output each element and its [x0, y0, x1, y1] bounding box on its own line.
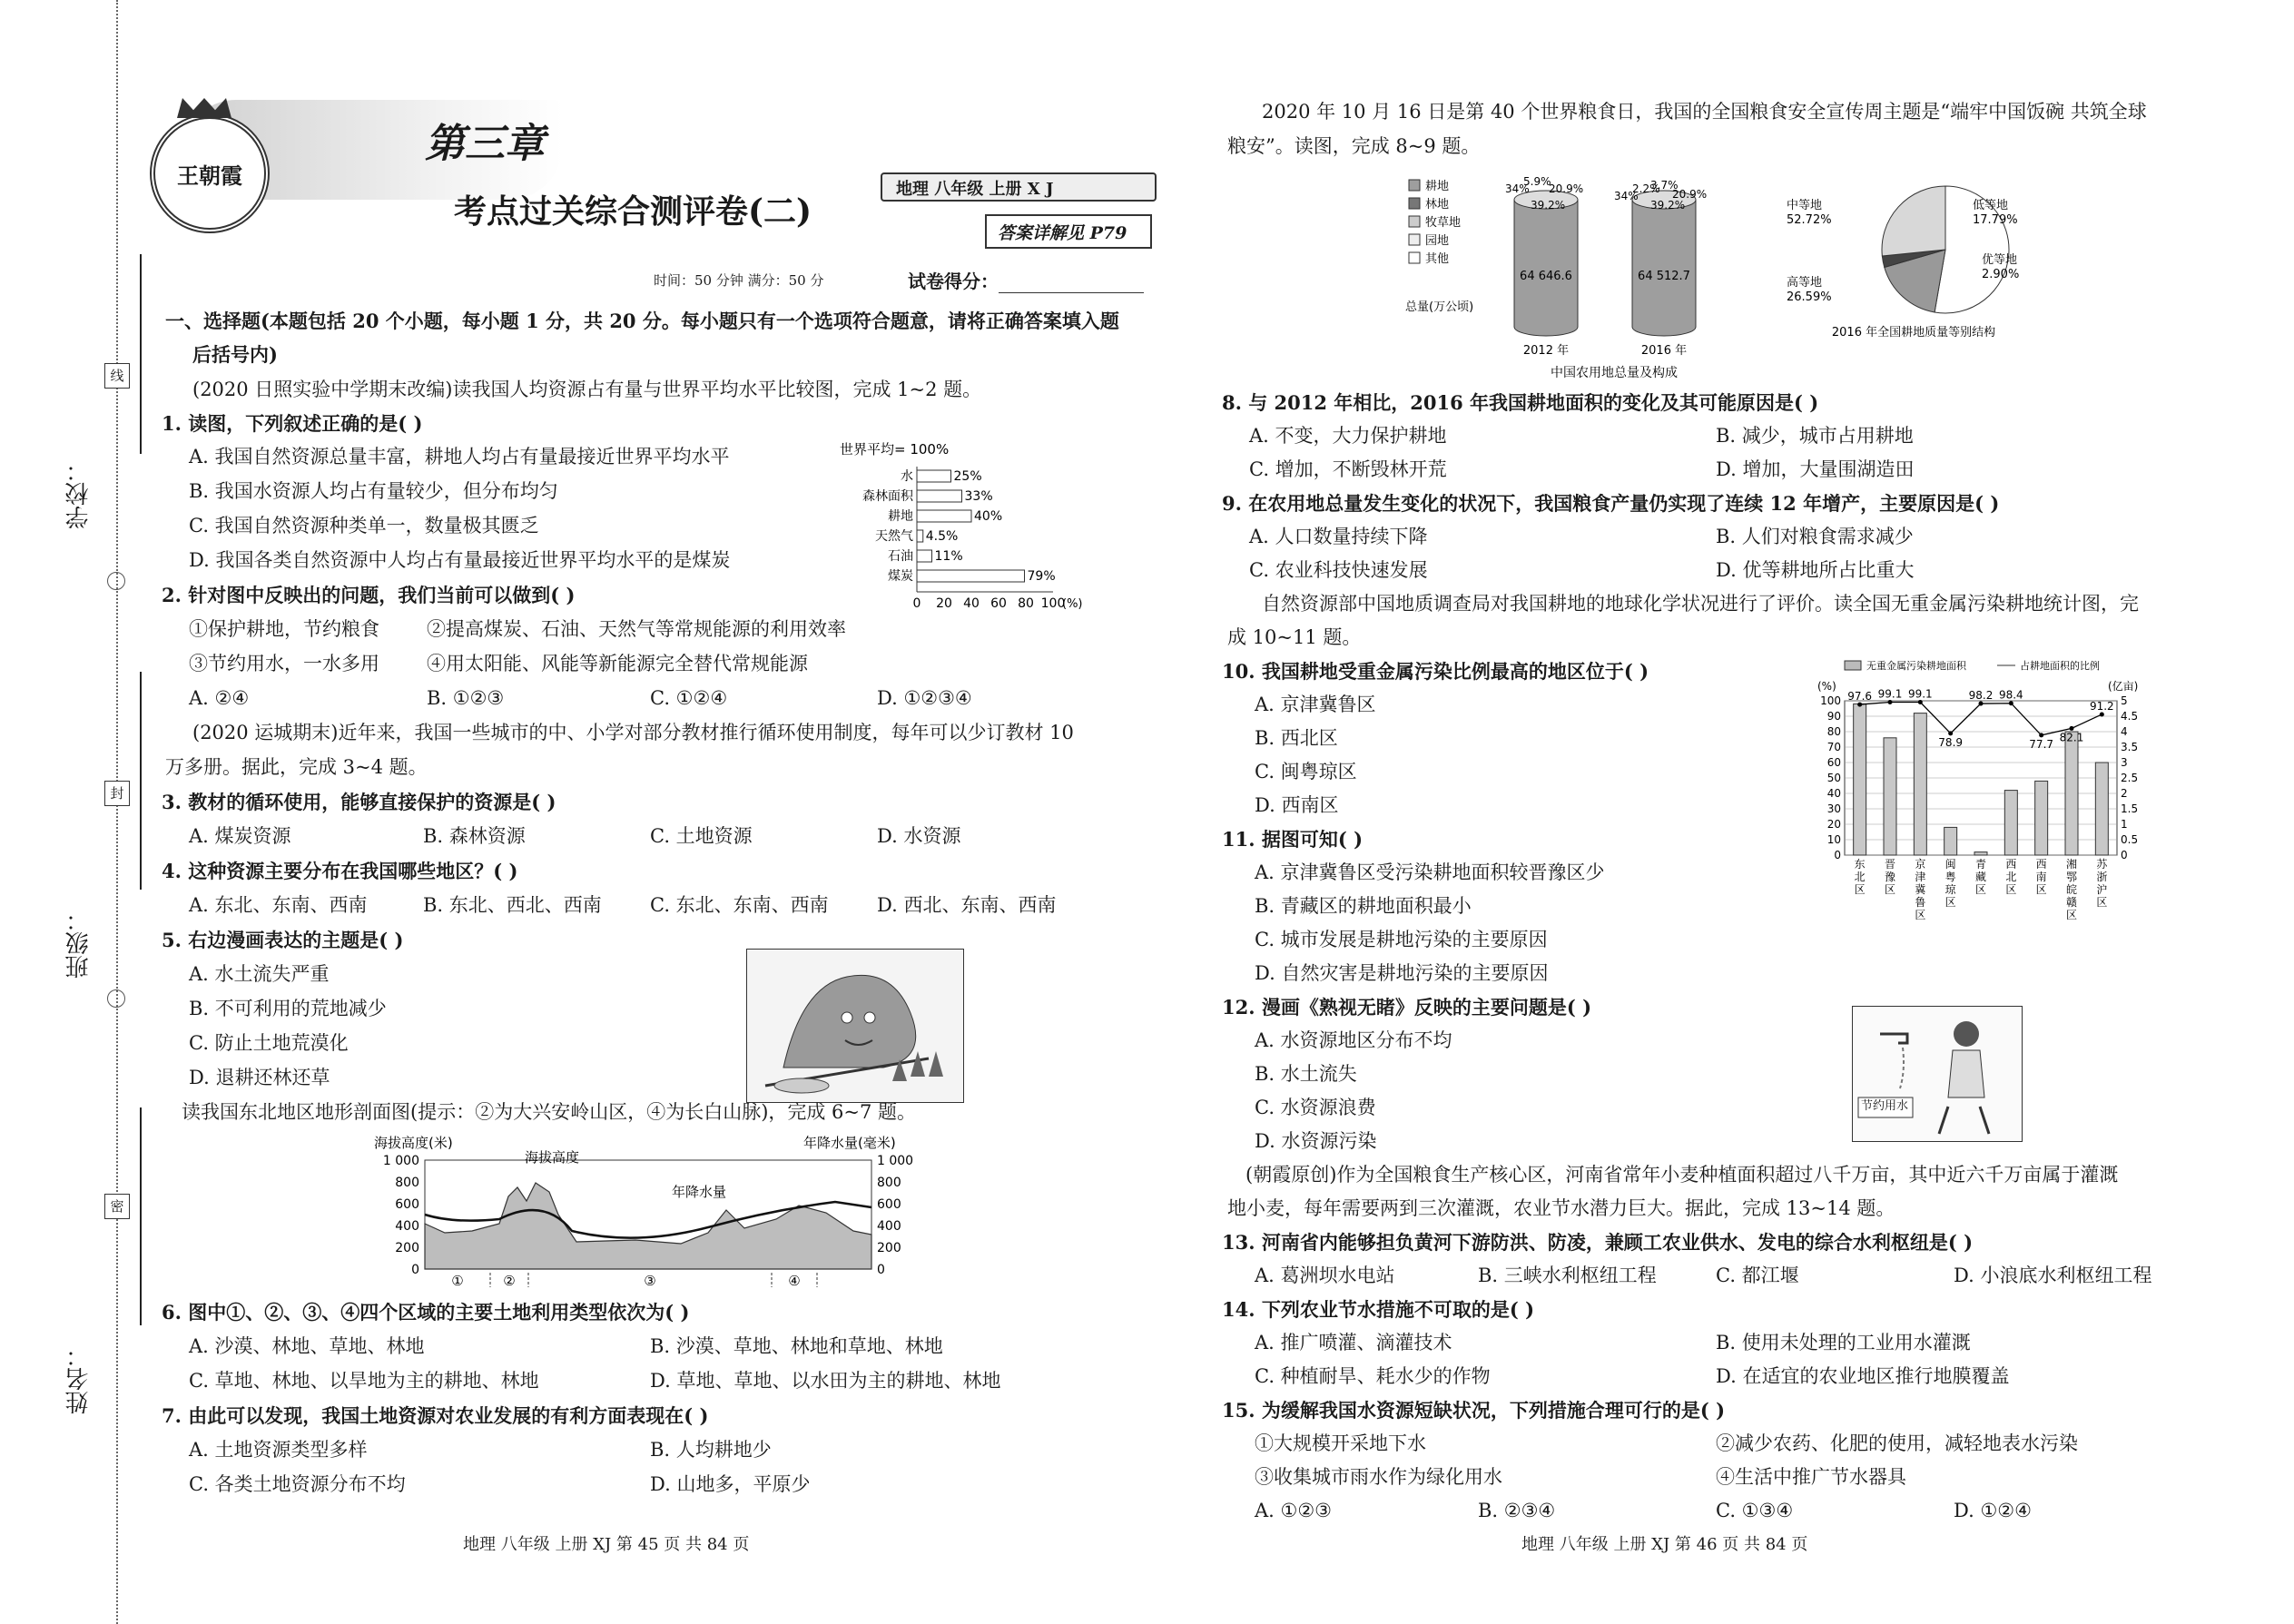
- chart1-bar: [917, 490, 962, 502]
- chart5-bar: [2035, 781, 2048, 855]
- q3-option-c[interactable]: C. 土地资源: [650, 825, 753, 847]
- binding-hole-2: [107, 989, 125, 1008]
- chart5-category-label: 西北区: [2005, 858, 2017, 896]
- q12-option-c[interactable]: C. 水资源浪费: [1255, 1097, 1376, 1118]
- chart5-left-tick: 10: [1826, 833, 1841, 846]
- q4-option-b[interactable]: B. 东北、西北、西南: [423, 894, 602, 916]
- question-14: 14. 下列农业节水措施不可取的是( ): [1222, 1298, 1535, 1321]
- q2-option-d[interactable]: D. ①②③④: [877, 687, 972, 709]
- chart5-line-label: 77.7: [2029, 737, 2054, 751]
- chart1-title: 世界平均= 100%: [840, 441, 950, 458]
- chart3-legend-swatch: [1409, 198, 1420, 209]
- q6-option-a[interactable]: A. 沙漠、林地、草地、林地: [189, 1335, 425, 1357]
- chart3-legend-swatch: [1409, 216, 1420, 227]
- chart5-right-tick: 5: [2121, 694, 2128, 707]
- name-field[interactable]: [140, 1107, 142, 1325]
- seal-mark-line: 线: [104, 363, 130, 389]
- chart5-right-tick: 0: [2121, 849, 2128, 861]
- chart3-cylinder: [1632, 200, 1696, 336]
- crown-icon: [177, 98, 231, 118]
- chart5-line-label: 91.2: [2089, 699, 2114, 713]
- chart1-bar: [917, 550, 932, 562]
- chart5-left-unit: (%): [1817, 680, 1836, 693]
- q4-option-a[interactable]: A. 东北、东南、西南: [189, 894, 368, 916]
- chart2-elevation-profile: [425, 1183, 871, 1269]
- q10-option-a[interactable]: A. 京津冀鲁区: [1255, 694, 1376, 715]
- chart5-right-tick: 4.5: [2121, 710, 2139, 723]
- q6-option-d[interactable]: D. 草地、草地、以水田为主的耕地、林地: [650, 1370, 1001, 1392]
- q15-option-b[interactable]: B. ②③④: [1478, 1500, 1556, 1521]
- q13-option-a[interactable]: A. 葛洲坝水电站: [1255, 1265, 1395, 1286]
- subject-tag: [881, 172, 1157, 202]
- chart1-bar: [917, 470, 951, 482]
- q1-option-a[interactable]: A. 我国自然资源总量丰富，耕地人均占有量最接近世界平均水平: [189, 446, 730, 468]
- chart2-left-tick: 600: [395, 1197, 419, 1212]
- intro-q8-9-cont: 粮安”。读图，完成 8~9 题。: [1227, 135, 1481, 157]
- chart2-right-tick: 400: [877, 1219, 901, 1234]
- q14-option-c[interactable]: C. 种植耐旱、耗水少的作物: [1255, 1365, 1491, 1387]
- answer-ref-text: 答案详解见 P79: [998, 223, 1127, 243]
- chart1-value-label: 33%: [964, 489, 993, 504]
- chart1-bar: [917, 510, 971, 522]
- chart2-left-tick: 400: [395, 1219, 419, 1234]
- chart5-right-tick: 1.5: [2121, 802, 2139, 815]
- chart4-slice-label: 中等地: [1787, 199, 1823, 212]
- chart5-category-label: 青藏区: [1974, 858, 1987, 896]
- chart2-right-tick: 1 000: [877, 1154, 914, 1168]
- question-11: 11. 据图可知( ): [1222, 828, 1364, 851]
- q14-option-b[interactable]: B. 使用未处理的工业用水灌溉: [1716, 1332, 1971, 1353]
- logo-badge: [150, 113, 270, 233]
- chart3-total-label: 64 512.7: [1638, 270, 1690, 283]
- q14-option-d[interactable]: D. 在适宜的农业地区推行地膜覆盖: [1716, 1365, 2010, 1387]
- q9-option-a[interactable]: A. 人口数量持续下降: [1249, 526, 1428, 547]
- q8-option-c[interactable]: C. 增加，不断毁林开荒: [1249, 458, 1447, 480]
- section-title-cont: 后括号内): [192, 343, 278, 366]
- question-1: [162, 411, 422, 437]
- q2-statement-3: ③节约用水，一水多用: [189, 653, 379, 674]
- intro-q13-14-cont: 地小麦，每年需要两到三次灌溉，农业节水潜力巨大。据此，完成 13~14 题。: [1227, 1197, 1895, 1219]
- q2-statement-4: ④用太阳能、风能等新能源完全替代常规能源: [427, 653, 808, 674]
- q4-option-d[interactable]: D. 西北、东南、西南: [877, 894, 1057, 916]
- resource-bar-chart: [835, 436, 1108, 617]
- chart3-legend-swatch: [1409, 180, 1420, 191]
- chart1-category-label: 石油: [888, 549, 913, 564]
- chart2-elevation-label: 海拔高度: [525, 1149, 580, 1166]
- chart3-percent-label: 20.9%: [1549, 182, 1584, 195]
- question-10: 10. 我国耕地受重金属污染比例最高的地区位于( ): [1222, 660, 1649, 683]
- chart5-category-label: 晋豫区: [1884, 858, 1896, 896]
- subject-tag-text: 地理 八年级 上册 X J: [896, 180, 1054, 199]
- q15-statement-4: ④生活中推广节水器具: [1716, 1466, 1906, 1488]
- chart4-slice-value: 26.59%: [1787, 290, 1832, 304]
- chart5-category-label: 湘鄂皖赣区: [2065, 858, 2078, 921]
- chart5-bar: [1974, 852, 1987, 855]
- intro-q6-7: 读我国东北地区地形剖面图(提示：②为大兴安岭山区，④为长白山脉)，完成 6~7 题。: [182, 1101, 917, 1123]
- intro-q3-4: (2020 运城期末)近年来，我国一些城市的中、小学对部分教材推行循环使用制度，每年可以少订教材 10: [192, 722, 1074, 743]
- q11-option-a[interactable]: A. 京津冀鲁区受污染耕地面积较晋豫区少: [1255, 861, 1605, 883]
- q6-option-b[interactable]: B. 沙漠、草地、林地和草地、林地: [650, 1335, 943, 1357]
- chart5-legend-line-label: 占耕地面积的比例: [2020, 660, 2100, 672]
- chart5-right-tick: 4: [2121, 725, 2128, 738]
- chart5-bar: [1944, 827, 1957, 855]
- chart5-left-tick: 30: [1826, 802, 1841, 815]
- chart3-y-label: 总量(万公顷): [1405, 300, 1474, 314]
- chart4-slice-label: 优等地: [1982, 253, 2018, 267]
- chart5-bar: [1884, 738, 1896, 855]
- terrain-profile-chart: [363, 1133, 962, 1287]
- chart3-title: 中国农用地总量及构成: [1551, 366, 1678, 380]
- chart4-slice: [1882, 186, 1945, 256]
- chart2-region-label: ①: [451, 1273, 464, 1287]
- question-12: 12. 漫画《熟视无睹》反映的主要问题是( ): [1222, 996, 1592, 1019]
- chart3-legend-label: 耕地: [1425, 180, 1450, 193]
- q15-statement-3: ③收集城市雨水作为绿化用水: [1255, 1466, 1502, 1488]
- chart5-bar: [1854, 704, 1866, 855]
- intro-q13-14: (朝霞原创)作为全国粮食生产核心区，河南省常年小麦种植面积超过八千万亩，其中近六千万亩属于灌溉: [1245, 1164, 2119, 1186]
- pollution-free-farmland-chart: [1807, 655, 2188, 955]
- chart3-legend-swatch: [1409, 252, 1420, 263]
- q15-statement-1: ①大规模开采地下水: [1255, 1432, 1426, 1454]
- q11-option-c[interactable]: C. 城市发展是耕地污染的主要原因: [1255, 929, 1548, 950]
- chart2-region-label: ②: [503, 1273, 516, 1287]
- chart2-left-tick: 1 000: [382, 1154, 419, 1168]
- answer-ref-box: [985, 214, 1152, 249]
- chart2-right-tick: 600: [877, 1197, 901, 1212]
- question-7: 7. 由此可以发现，我国土地资源对农业发展的有利方面表现在( ): [162, 1404, 709, 1427]
- chart5-left-tick: 70: [1826, 741, 1841, 753]
- chart2-right-tick: 0: [877, 1263, 885, 1277]
- chart3-percent-label: 39.2%: [1650, 199, 1686, 212]
- chart3-percent-label: 34%: [1505, 182, 1530, 195]
- question-15: 15. 为缓解我国水资源短缺状况，下列措施合理可行的是( ): [1222, 1399, 1726, 1422]
- q1-option-b[interactable]: B. 我国水资源人均占有量较少，但分布均匀: [189, 480, 558, 502]
- chart5-left-tick: 20: [1826, 818, 1841, 831]
- q5-option-b[interactable]: B. 不可利用的荒地减少: [189, 998, 387, 1019]
- cartoon-water-waste-illustration: [1852, 1006, 2023, 1142]
- q5-option-d[interactable]: D. 退耕还林还草: [189, 1067, 330, 1088]
- chart1-category-label: 天然气: [875, 529, 913, 544]
- chart1-category-label: 水: [901, 469, 913, 484]
- chart1-category-label: 森林面积: [862, 489, 913, 504]
- chart2-right-tick: 200: [877, 1241, 901, 1255]
- chart3-year-label: 2016 年: [1640, 344, 1688, 358]
- chart5-line-label: 82.1: [2059, 731, 2084, 744]
- chart1-x-tick: 0: [912, 596, 921, 611]
- question-4: 4. 这种资源主要分布在我国哪些地区？( ): [162, 860, 518, 882]
- chart5-line-label: 97.6: [1847, 690, 1873, 704]
- q2-statement-1: ①保护耕地，节约粮食: [189, 618, 379, 640]
- chart1-x-tick: 80: [1018, 596, 1034, 611]
- chart5-legend-bar-swatch: [1845, 661, 1861, 670]
- chart5-left-tick: 90: [1826, 710, 1841, 723]
- chart5-left-tick: 80: [1826, 725, 1841, 738]
- q5-option-c[interactable]: C. 防止土地荒漠化: [189, 1032, 349, 1054]
- chart3-percent-label: 3.7%: [1650, 179, 1679, 192]
- chart5-legend-bar-label: 无重金属污染耕地面积: [1866, 660, 1966, 672]
- chart5-left-tick: 60: [1826, 756, 1841, 769]
- farmland-quality-pie: [1787, 172, 2041, 345]
- section-title: 一、选择题(本题包括 20 个小题，每小题 1 分，共 20 分。每小题只有一个选项符合题意，请将正确答案填入题: [165, 310, 1119, 332]
- chart4-slice-label: 高等地: [1787, 276, 1823, 290]
- chart2-right-tick: 800: [877, 1176, 901, 1190]
- chart2-region-label: ③: [644, 1273, 656, 1287]
- chart5-category-label: 京津冀鲁区: [1915, 858, 1926, 921]
- chart5-category-label: 西南区: [2035, 858, 2047, 896]
- right-footer: 地理 八年级 上册 XJ 第 46 页 共 84 页: [1521, 1535, 1808, 1554]
- chart3-percent-label: 5.9%: [1523, 175, 1551, 188]
- chapter-title: 第三章: [425, 121, 545, 167]
- chart5-category-label: 苏浙沪区: [2096, 858, 2108, 909]
- chart4-slice-value: 2.90%: [1982, 268, 2020, 281]
- chart1-x-tick: 60: [990, 596, 1007, 611]
- q4-option-c[interactable]: C. 东北、东南、西南: [650, 894, 829, 916]
- intro-q3-4-cont: 万多册。据此，完成 3~4 题。: [165, 756, 428, 778]
- q7-option-d[interactable]: D. 山地多，平原少: [650, 1473, 811, 1495]
- q1-option-d[interactable]: D. 我国各类自然资源中人均占有量最接近世界平均水平的是煤炭: [189, 549, 731, 571]
- q3-option-d[interactable]: D. 水资源: [877, 825, 961, 847]
- chart2-right-axis-title: 年降水量(毫米): [803, 1135, 896, 1151]
- chart5-line-label: 99.1: [1877, 687, 1903, 701]
- chart5-bar: [2095, 763, 2108, 855]
- question-9: 9. 在农用地总量发生变化的状况下，我国粮食产量仍实现了连续 12 年增产，主要原因是( ): [1222, 492, 2000, 515]
- chart3-percent-label: 20.9%: [1672, 188, 1708, 201]
- chart3-legend-swatch: [1409, 234, 1420, 245]
- seal-mark-seal: 封: [104, 781, 130, 806]
- q12-option-d[interactable]: D. 水资源污染: [1255, 1130, 1377, 1152]
- q11-option-b[interactable]: B. 青藏区的耕地面积最小: [1255, 895, 1472, 917]
- chart5-bar: [2065, 732, 2078, 855]
- chart3-legend-label: 牧草地: [1425, 216, 1462, 230]
- question-8: 8. 与 2012 年相比，2016 年我国耕地面积的变化及其可能原因是( ): [1222, 391, 1819, 414]
- intro-q1-2: (2020 日照实验中学期末改编)读我国人均资源占有量与世界平均水平比较图，完成 1~2 题。: [192, 379, 982, 400]
- q2-statement-2: ②提高煤炭、石油、天然气等常规能源的利用效率: [427, 618, 846, 640]
- intro-q8-9: 2020 年 10 月 16 日是第 40 个世界粮食日，我国的全国粮食安全宣传周主题是“端牢中国饭碗 共筑全球: [1262, 101, 2147, 123]
- q3-option-b[interactable]: B. 森林资源: [423, 825, 526, 847]
- chart1-category-label: 煤炭: [888, 569, 913, 584]
- question-2: 2. 针对图中反映出的问题，我们当前可以做到( ): [162, 584, 576, 606]
- question-1-text: 1. 读图，下列叙述正确的是( ): [162, 412, 423, 435]
- exam-title: 考点过关综合测评卷(二): [454, 192, 812, 231]
- chart1-category-label: 耕地: [888, 509, 913, 524]
- cut-line: [116, 0, 118, 1624]
- chart5-bar: [1914, 714, 1926, 855]
- q8-option-d[interactable]: D. 增加，大量围湖造田: [1716, 458, 1915, 480]
- cartoon-tree-illustration: [746, 949, 964, 1103]
- chart4-slice-value: 52.72%: [1787, 213, 1832, 227]
- chart3-year-label: 2012 年: [1522, 344, 1570, 358]
- chart5-right-tick: 3.5: [2121, 741, 2139, 753]
- q10-option-b[interactable]: B. 西北区: [1255, 727, 1338, 749]
- chart5-left-tick: 40: [1826, 787, 1841, 800]
- q12-option-b[interactable]: B. 水土流失: [1255, 1063, 1357, 1085]
- chart1-bar: [917, 530, 923, 542]
- chart5-right-tick: 2: [2121, 787, 2128, 800]
- q13-option-c[interactable]: C. 都江堰: [1716, 1265, 1799, 1286]
- q2-option-a[interactable]: A. ②④: [189, 687, 250, 709]
- q6-option-c[interactable]: C. 草地、林地、以旱地为主的耕地、林地: [189, 1370, 539, 1392]
- q15-option-a[interactable]: A. ①②③: [1255, 1500, 1332, 1521]
- chart4-title: 2016 年全国耕地质量等别结构: [1831, 326, 1996, 340]
- chart1-bar: [917, 570, 1025, 582]
- q5-option-a[interactable]: A. 水土流失严重: [189, 963, 330, 985]
- chart3-percent-label: 34%: [1614, 190, 1639, 202]
- q9-option-b[interactable]: B. 人们对粮食需求减少: [1716, 526, 1914, 547]
- score-label: 试卷得分：: [908, 271, 999, 292]
- chart1-x-tick: 100: [1040, 596, 1066, 611]
- chart5-line-label: 98.4: [1998, 688, 2023, 702]
- cartoon-caption: 节约用水: [1861, 1099, 1909, 1113]
- chart2-left-tick: 200: [395, 1241, 419, 1255]
- chart3-percent-label: 39.2%: [1531, 199, 1566, 212]
- q1-option-c[interactable]: C. 我国自然资源种类单一，数量极其匮乏: [189, 515, 539, 536]
- class-label: 班级：: [65, 908, 93, 979]
- q12-option-a[interactable]: A. 水资源地区分布不均: [1255, 1029, 1452, 1051]
- chart5-left-tick: 50: [1826, 772, 1841, 784]
- chart5-line: [1860, 703, 2102, 735]
- chart5-left-tick: 0: [1834, 849, 1841, 861]
- q7-option-a[interactable]: A. 土地资源类型多样: [189, 1439, 368, 1461]
- q8-option-a[interactable]: A. 不变，大力保护耕地: [1249, 425, 1447, 447]
- question-6: 6. 图中①、②、③、④四个区域的主要土地利用类型依次为( ): [162, 1301, 690, 1324]
- q15-option-d[interactable]: D. ①②④: [1954, 1500, 2032, 1521]
- time-score-info: 时间：50 分钟 满分：50 分: [654, 272, 824, 289]
- score-field[interactable]: [999, 292, 1144, 293]
- farmland-composition-chart: [1405, 172, 1750, 381]
- chart3-legend-label: 林地: [1425, 198, 1450, 212]
- q10-option-c[interactable]: C. 闽粤琼区: [1255, 761, 1357, 782]
- left-footer: 地理 八年级 上册 XJ 第 45 页 共 84 页: [463, 1535, 750, 1554]
- chart5-bar: [2004, 791, 2017, 855]
- binding-hole-1: [107, 572, 125, 590]
- chart5-right-tick: 0.5: [2121, 833, 2139, 846]
- chart3-legend-label: 其他: [1425, 252, 1450, 266]
- chart2-region-label: ④: [788, 1273, 801, 1287]
- chart5-category-label: 东北区: [1854, 858, 1866, 896]
- seal-mark-secret: 密: [104, 1194, 130, 1219]
- chart5-right-tick: 1: [2121, 818, 2128, 831]
- chart1-x-tick: 20: [936, 596, 952, 611]
- chart5-line-label: 99.1: [1907, 687, 1933, 701]
- question-5: 5. 右边漫画表达的主题是( ): [162, 929, 404, 951]
- school-label: 学校：: [65, 458, 93, 529]
- chart5-line-label: 78.9: [1938, 735, 1964, 749]
- question-3: 3. 教材的循环使用，能够直接保护的资源是( ): [162, 791, 556, 813]
- chart1-value-label: 79%: [1027, 569, 1056, 584]
- chart5-right-tick: 3: [2121, 756, 2128, 769]
- chart2-left-tick: 0: [411, 1263, 419, 1277]
- chart5-left-tick: 100: [1820, 694, 1841, 707]
- chart2-left-tick: 800: [395, 1176, 419, 1190]
- chart1-value-label: 25%: [953, 469, 982, 484]
- chart5-line-label: 98.2: [1968, 689, 1994, 703]
- q15-statement-2: ②减少农药、化肥的使用，减轻地表水污染: [1716, 1432, 2078, 1454]
- chart1-value-label: 11%: [934, 549, 963, 564]
- chart3-percent-label: 2.2%: [1632, 182, 1660, 195]
- chart2-precipitation-label: 年降水量: [672, 1184, 727, 1200]
- chart1-value-label: 4.5%: [925, 529, 959, 544]
- q13-option-d[interactable]: D. 小浪底水利枢纽工程: [1954, 1265, 2152, 1286]
- q3-option-a[interactable]: A. 煤炭资源: [189, 825, 291, 847]
- q9-option-c[interactable]: C. 农业科技快速发展: [1249, 559, 1428, 581]
- q8-option-b[interactable]: B. 减少，城市占用耕地: [1716, 425, 1914, 447]
- question-13: 13. 河南省内能够担负黄河下游防洪、防凌，兼顾工农业供水、发电的综合水利枢纽是( ): [1222, 1231, 1974, 1254]
- chart5-right-tick: 2.5: [2121, 772, 2139, 784]
- intro-q10-11: 自然资源部中国地质调查局对我国耕地的地球化学状况进行了评价。读全国无重金属污染耕地统计图，完: [1262, 593, 2139, 615]
- q13-option-b[interactable]: B. 三峡水利枢纽工程: [1478, 1265, 1657, 1286]
- q14-option-a[interactable]: A. 推广喷灌、滴灌技术: [1255, 1332, 1452, 1353]
- q7-option-b[interactable]: B. 人均耕地少: [650, 1439, 772, 1461]
- q15-option-c[interactable]: C. ①③④: [1716, 1500, 1794, 1521]
- name-label: 姓名：: [65, 1343, 93, 1414]
- chart1-x-unit: (%): [1062, 597, 1083, 611]
- q2-option-c[interactable]: C. ①②④: [650, 687, 728, 709]
- school-field[interactable]: [140, 254, 142, 454]
- q9-option-d[interactable]: D. 优等耕地所占比重大: [1716, 559, 1915, 581]
- chart1-value-label: 40%: [974, 509, 1003, 524]
- chart1-x-tick: 40: [963, 596, 980, 611]
- q7-option-c[interactable]: C. 各类土地资源分布不均: [189, 1473, 406, 1495]
- chart4-slice-value: 17.79%: [1973, 213, 2018, 227]
- q10-option-d[interactable]: D. 西南区: [1255, 794, 1339, 816]
- chart5-right-unit: (亿亩): [2108, 680, 2139, 693]
- class-field[interactable]: [140, 672, 142, 890]
- logo-text: 王朝霞: [177, 162, 242, 189]
- chart3-cylinder: [1514, 200, 1578, 336]
- chart2-left-axis-title: 海拔高度(米): [374, 1135, 453, 1151]
- chart3-legend-label: 园地: [1425, 234, 1450, 248]
- chart4-slice-label: 低等地: [1973, 199, 2009, 212]
- chart3-total-label: 64 646.6: [1520, 270, 1572, 283]
- q2-option-b[interactable]: B. ①②③: [427, 687, 505, 709]
- q11-option-d[interactable]: D. 自然灾害是耕地污染的主要原因: [1255, 962, 1549, 984]
- intro-q10-11-cont: 成 10~11 题。: [1227, 626, 1362, 648]
- chart5-category-label: 闽粤琼区: [1944, 858, 1956, 909]
